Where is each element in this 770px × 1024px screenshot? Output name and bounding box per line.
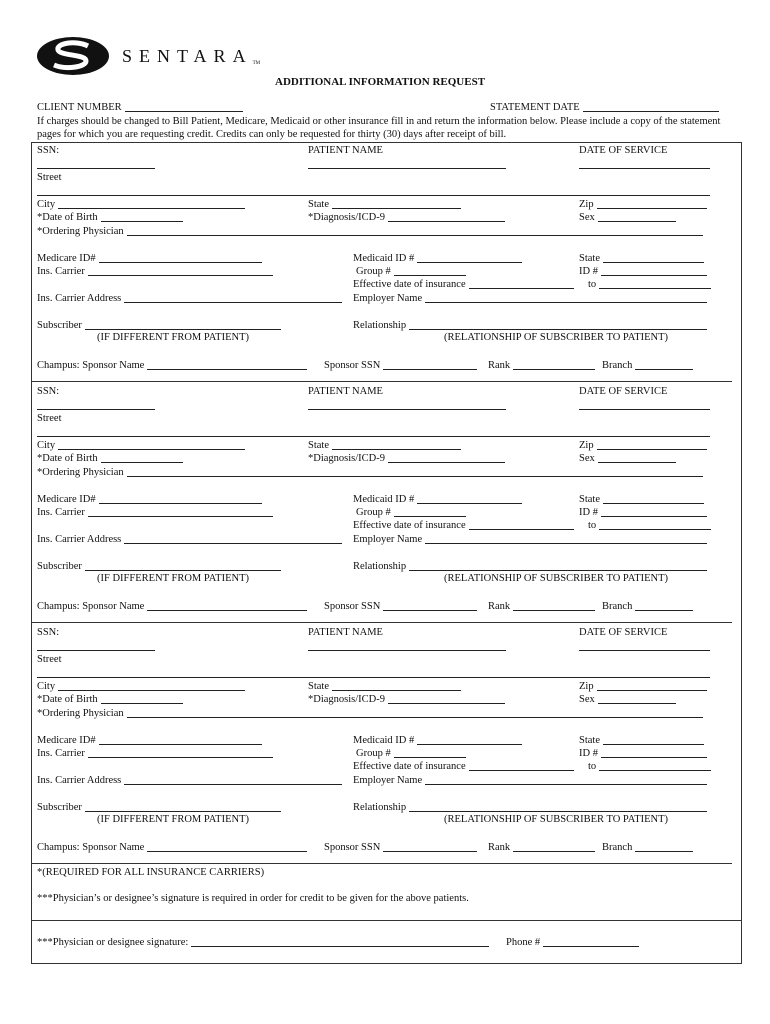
city-field[interactable]: City xyxy=(37,198,245,210)
medicare-id-field[interactable]: Medicare ID# xyxy=(37,734,262,746)
rank-field[interactable]: Rank xyxy=(488,359,595,371)
section-divider xyxy=(31,381,732,382)
city-field[interactable]: City xyxy=(37,439,245,451)
id-field[interactable]: ID # xyxy=(579,506,707,518)
zip-field[interactable]: Zip xyxy=(579,439,707,451)
section-divider xyxy=(31,622,732,623)
dob-field[interactable]: *Date of Birth xyxy=(37,211,183,223)
branch-field[interactable]: Branch xyxy=(602,841,693,853)
relationship-note: (RELATIONSHIP OF SUBSCRIBER TO PATIENT) xyxy=(444,814,669,825)
section-divider xyxy=(31,863,732,864)
champus-sponsor-name-field[interactable]: Champus: Sponsor Name xyxy=(37,359,307,371)
effective-date-field[interactable]: Effective date of insurance xyxy=(353,519,574,531)
medicaid-id-field[interactable]: Medicaid ID # xyxy=(353,252,522,264)
date-of-service-input[interactable] xyxy=(579,409,710,410)
client-number-field[interactable]: CLIENT NUMBER xyxy=(37,101,243,113)
date-of-service-label: DATE OF SERVICE xyxy=(579,145,668,156)
state-field[interactable]: State xyxy=(308,680,461,692)
sex-field[interactable]: Sex xyxy=(579,693,676,705)
effective-date-field[interactable]: Effective date of insurance xyxy=(353,760,574,772)
group-field[interactable]: Group # xyxy=(356,265,466,277)
patient-name-input[interactable] xyxy=(308,168,506,169)
patient-name-label: PATIENT NAME xyxy=(308,145,383,156)
effective-to-field[interactable]: to xyxy=(588,278,711,290)
state-field[interactable]: State xyxy=(308,439,461,451)
group-field[interactable]: Group # xyxy=(356,747,466,759)
ssn-label: SSN: xyxy=(37,386,60,397)
street-input[interactable] xyxy=(37,195,710,196)
sentara-logo-icon xyxy=(36,36,110,76)
patient-name-label: PATIENT NAME xyxy=(308,386,383,397)
ssn-label: SSN: xyxy=(37,627,60,638)
signature-note: ***Physician’s or designee’s signature is required in order for credit to be given for the above patients. xyxy=(37,893,469,904)
group-field[interactable]: Group # xyxy=(356,506,466,518)
state-id-field[interactable]: State xyxy=(579,252,704,264)
medicaid-id-field[interactable]: Medicaid ID # xyxy=(353,493,522,505)
branch-field[interactable]: Branch xyxy=(602,600,693,612)
champus-sponsor-name-field[interactable]: Champus: Sponsor Name xyxy=(37,600,307,612)
employer-name-field[interactable]: Employer Name xyxy=(353,533,707,545)
diagnosis-field[interactable]: *Diagnosis/ICD-9 xyxy=(308,211,505,223)
form-title: ADDITIONAL INFORMATION REQUEST xyxy=(275,76,486,88)
ordering-physician-field[interactable]: *Ordering Physician xyxy=(37,707,703,719)
relationship-note: (RELATIONSHIP OF SUBSCRIBER TO PATIENT) xyxy=(444,573,669,584)
branch-field[interactable]: Branch xyxy=(602,359,693,371)
subscriber-field[interactable]: Subscriber xyxy=(37,319,281,331)
effective-to-field[interactable]: to xyxy=(588,519,711,531)
ordering-physician-field[interactable]: *Ordering Physician xyxy=(37,225,703,237)
ins-carrier-address-field[interactable]: Ins. Carrier Address xyxy=(37,292,342,304)
date-of-service-input[interactable] xyxy=(579,650,710,651)
street-label: Street xyxy=(37,413,62,424)
brand-name: SENTARATM xyxy=(122,46,261,66)
patient-name-label: PATIENT NAME xyxy=(308,627,383,638)
effective-to-field[interactable]: to xyxy=(588,760,711,772)
rank-field[interactable]: Rank xyxy=(488,600,595,612)
sex-field[interactable]: Sex xyxy=(579,452,676,464)
diagnosis-field[interactable]: *Diagnosis/ICD-9 xyxy=(308,452,505,464)
ins-carrier-field[interactable]: Ins. Carrier xyxy=(37,747,273,759)
statement-date-field[interactable]: STATEMENT DATE xyxy=(490,101,719,113)
sponsor-ssn-field[interactable]: Sponsor SSN xyxy=(324,841,477,853)
state-id-field[interactable]: State xyxy=(579,734,704,746)
medicare-id-field[interactable]: Medicare ID# xyxy=(37,493,262,505)
ssn-input[interactable] xyxy=(37,409,155,410)
if-different-note: (IF DIFFERENT FROM PATIENT) xyxy=(97,573,249,584)
if-different-note: (IF DIFFERENT FROM PATIENT) xyxy=(97,814,249,825)
relationship-note: (RELATIONSHIP OF SUBSCRIBER TO PATIENT) xyxy=(444,332,669,343)
employer-name-field[interactable]: Employer Name xyxy=(353,292,707,304)
zip-field[interactable]: Zip xyxy=(579,198,707,210)
patient-name-input[interactable] xyxy=(308,650,506,651)
medicaid-id-field[interactable]: Medicaid ID # xyxy=(353,734,522,746)
employer-name-field[interactable]: Employer Name xyxy=(353,774,707,786)
sponsor-ssn-field[interactable]: Sponsor SSN xyxy=(324,359,477,371)
zip-field[interactable]: Zip xyxy=(579,680,707,692)
phone-field[interactable]: Phone # xyxy=(506,936,639,948)
sex-field[interactable]: Sex xyxy=(579,211,676,223)
ins-carrier-address-field[interactable]: Ins. Carrier Address xyxy=(37,533,342,545)
relationship-field[interactable]: Relationship xyxy=(353,319,707,331)
ssn-input[interactable] xyxy=(37,650,155,651)
ins-carrier-field[interactable]: Ins. Carrier xyxy=(37,506,273,518)
signature-field[interactable]: ***Physician or designee signature: xyxy=(37,936,489,948)
required-note: *(REQUIRED FOR ALL INSURANCE CARRIERS) xyxy=(37,867,265,878)
ssn-input[interactable] xyxy=(37,168,155,169)
city-field[interactable]: City xyxy=(37,680,245,692)
patient-name-input[interactable] xyxy=(308,409,506,410)
diagnosis-field[interactable]: *Diagnosis/ICD-9 xyxy=(308,693,505,705)
ins-carrier-field[interactable]: Ins. Carrier xyxy=(37,265,273,277)
street-label: Street xyxy=(37,172,62,183)
if-different-note: (IF DIFFERENT FROM PATIENT) xyxy=(97,332,249,343)
champus-sponsor-name-field[interactable]: Champus: Sponsor Name xyxy=(37,841,307,853)
street-input[interactable] xyxy=(37,677,710,678)
effective-date-field[interactable]: Effective date of insurance xyxy=(353,278,574,290)
date-of-service-label: DATE OF SERVICE xyxy=(579,386,668,397)
dob-field[interactable]: *Date of Birth xyxy=(37,452,183,464)
street-label: Street xyxy=(37,654,62,665)
ins-carrier-address-field[interactable]: Ins. Carrier Address xyxy=(37,774,342,786)
state-id-field[interactable]: State xyxy=(579,493,704,505)
medicare-id-field[interactable]: Medicare ID# xyxy=(37,252,262,264)
date-of-service-label: DATE OF SERVICE xyxy=(579,627,668,638)
relationship-field[interactable]: Relationship xyxy=(353,801,707,813)
sponsor-ssn-field[interactable]: Sponsor SSN xyxy=(324,600,477,612)
date-of-service-input[interactable] xyxy=(579,168,710,169)
ordering-physician-field[interactable]: *Ordering Physician xyxy=(37,466,703,478)
subscriber-field[interactable]: Subscriber xyxy=(37,801,281,813)
instructions-text: If charges should be changed to Bill Patient, Medicare, Medicaid or other insurance fill in and return the information below. Please include a copy of the statement pages for which you are requesting credit. Credits can only be requested for thirty (30) days after receipt of bill. xyxy=(37,116,721,140)
dob-field[interactable]: *Date of Birth xyxy=(37,693,183,705)
street-input[interactable] xyxy=(37,436,710,437)
ssn-label: SSN: xyxy=(37,145,60,156)
state-field[interactable]: State xyxy=(308,198,461,210)
id-field[interactable]: ID # xyxy=(579,747,707,759)
divider xyxy=(31,920,742,921)
relationship-field[interactable]: Relationship xyxy=(353,560,707,572)
rank-field[interactable]: Rank xyxy=(488,841,595,853)
id-field[interactable]: ID # xyxy=(579,265,707,277)
subscriber-field[interactable]: Subscriber xyxy=(37,560,281,572)
